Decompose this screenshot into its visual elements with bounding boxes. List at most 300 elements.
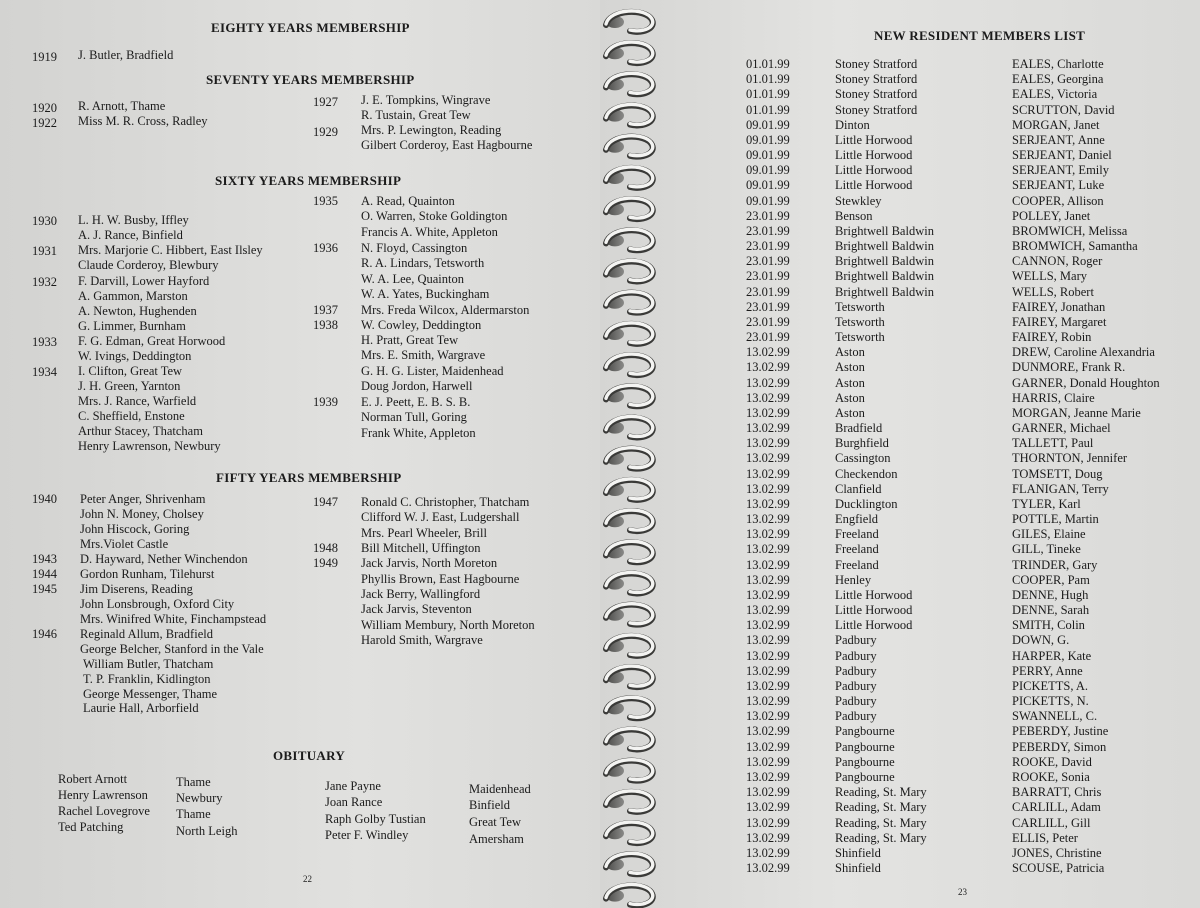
table-row bbox=[600, 755, 1200, 770]
spiral-coil bbox=[606, 136, 653, 157]
member-name: CARLILL, Adam bbox=[1012, 800, 1101, 815]
table-row bbox=[600, 391, 1200, 406]
page-number: 22 bbox=[303, 874, 312, 884]
member-place: Brightwell Baldwin bbox=[835, 269, 934, 284]
entry-name: Arthur Stacey, Thatcham bbox=[78, 424, 203, 438]
table-row bbox=[600, 558, 1200, 573]
entry-name: Jack Berry, Wallingford bbox=[361, 587, 481, 601]
member-date: 09.01.99 bbox=[746, 132, 790, 147]
spiral-coil bbox=[606, 104, 653, 125]
entry-name: J. Butler, Bradfield bbox=[78, 48, 174, 62]
entry-year: 1939 bbox=[313, 395, 338, 409]
member-place: Tetsworth bbox=[835, 314, 885, 329]
obituary-name: Ted Patching bbox=[58, 820, 124, 834]
table-row bbox=[600, 770, 1200, 785]
member-date: 13.02.99 bbox=[746, 800, 790, 815]
member-name: MORGAN, Jeanne Marie bbox=[1012, 405, 1141, 420]
spiral-coil bbox=[606, 791, 653, 812]
table-row bbox=[600, 421, 1200, 436]
entry-year: 1934 bbox=[32, 365, 57, 379]
member-place: Pangbourne bbox=[835, 754, 895, 769]
spiral-coil bbox=[606, 448, 653, 469]
entry-year: 1938 bbox=[313, 318, 338, 332]
member-date: 09.01.99 bbox=[746, 163, 790, 178]
member-date: 13.02.99 bbox=[746, 466, 790, 481]
member-place: Padbury bbox=[835, 709, 877, 724]
entry-name: John Hiscock, Goring bbox=[80, 522, 190, 536]
entry-name: W. A. Lee, Quainton bbox=[361, 272, 464, 286]
member-name: PEBERDY, Simon bbox=[1012, 739, 1107, 754]
member-name: CARLILL, Gill bbox=[1012, 815, 1091, 830]
table-row bbox=[600, 618, 1200, 633]
table-row bbox=[600, 376, 1200, 391]
member-name: HARRIS, Claire bbox=[1012, 390, 1095, 405]
member-place: Henley bbox=[835, 572, 872, 587]
member-name: TOMSETT, Doug bbox=[1012, 466, 1103, 481]
entry-year: 1940 bbox=[32, 492, 57, 506]
member-name: SMITH, Colin bbox=[1012, 618, 1085, 633]
table-row bbox=[600, 542, 1200, 557]
entry-name: Jack Jarvis, Steventon bbox=[361, 602, 472, 616]
entry-name: W. A. Yates, Buckingham bbox=[361, 287, 490, 301]
spiral-coil bbox=[606, 635, 653, 656]
table-row bbox=[600, 209, 1200, 224]
entry-name: Gilbert Corderoy, East Hagbourne bbox=[361, 138, 533, 152]
member-name: ROOKE, Sonia bbox=[1012, 769, 1090, 784]
table-row bbox=[600, 724, 1200, 739]
member-name: COOPER, Allison bbox=[1012, 193, 1104, 208]
entry-name: Peter Anger, Shrivenham bbox=[80, 492, 206, 506]
member-place: Engfield bbox=[835, 512, 879, 527]
member-place: Little Horwood bbox=[835, 148, 913, 163]
member-place: Stewkley bbox=[835, 193, 882, 208]
entry-name: N. Floyd, Cassington bbox=[361, 241, 468, 255]
member-date: 01.01.99 bbox=[746, 57, 790, 71]
table-row bbox=[600, 194, 1200, 209]
obituary-name: Henry Lawrenson bbox=[58, 788, 148, 802]
obituary-place: Great Tew bbox=[469, 815, 521, 829]
member-place: Pangbourne bbox=[835, 769, 895, 784]
member-name: WELLS, Robert bbox=[1012, 284, 1094, 299]
spiral-coil bbox=[606, 292, 653, 313]
member-date: 13.02.99 bbox=[746, 451, 790, 466]
member-name: BROMWICH, Melissa bbox=[1012, 223, 1128, 238]
member-place: Brightwell Baldwin bbox=[835, 223, 934, 238]
table-row bbox=[600, 224, 1200, 239]
member-date: 23.01.99 bbox=[746, 254, 790, 269]
entry-name: Mrs. Marjorie C. Hibbert, East Ilsley bbox=[78, 243, 263, 257]
member-place: Padbury bbox=[835, 663, 877, 678]
spiral-coil bbox=[606, 198, 653, 219]
member-date: 13.02.99 bbox=[746, 527, 790, 542]
member-date: 13.02.99 bbox=[746, 345, 790, 360]
member-place: Padbury bbox=[835, 633, 877, 648]
table-row bbox=[600, 679, 1200, 694]
table-row bbox=[600, 103, 1200, 118]
member-date: 13.02.99 bbox=[746, 739, 790, 754]
entry-year: 1946 bbox=[32, 627, 57, 641]
table-row bbox=[600, 406, 1200, 421]
table-row bbox=[600, 527, 1200, 542]
member-name: ELLIS, Peter bbox=[1012, 830, 1078, 845]
member-date: 13.02.99 bbox=[746, 678, 790, 693]
entry-name: Clifford W. J. East, Ludgershall bbox=[361, 510, 520, 524]
entry-year: 1947 bbox=[313, 495, 338, 509]
member-name: SWANNELL, C. bbox=[1012, 709, 1098, 724]
entry-name: Gordon Runham, Tilehurst bbox=[80, 567, 215, 581]
member-name: HARPER, Kate bbox=[1012, 648, 1092, 663]
entry-name: L. H. W. Busby, Iffley bbox=[78, 213, 189, 227]
member-date: 09.01.99 bbox=[746, 178, 790, 193]
member-place: Aston bbox=[835, 405, 865, 420]
entry-name: H. Pratt, Great Tew bbox=[361, 333, 459, 347]
entry-name: G. Limmer, Burnham bbox=[78, 319, 186, 333]
table-row bbox=[600, 315, 1200, 330]
table-row bbox=[600, 633, 1200, 648]
member-place: Clanfield bbox=[835, 481, 882, 496]
entry-name: Miss M. R. Cross, Radley bbox=[78, 114, 208, 128]
member-name: SERJEANT, Anne bbox=[1012, 132, 1105, 147]
obituary-place: Maidenhead bbox=[469, 782, 531, 796]
table-row bbox=[600, 573, 1200, 588]
entry-name: E. J. Peett, E. B. S. B. bbox=[361, 395, 471, 409]
entry-name: O. Warren, Stoke Goldington bbox=[361, 209, 508, 223]
table-row bbox=[600, 740, 1200, 755]
table-row bbox=[600, 512, 1200, 527]
table-row bbox=[600, 72, 1200, 87]
entry-name: Jim Diserens, Reading bbox=[80, 582, 193, 596]
member-place: Little Horwood bbox=[835, 132, 913, 147]
table-row bbox=[600, 148, 1200, 163]
member-date: 23.01.99 bbox=[746, 208, 790, 223]
member-name: DENNE, Hugh bbox=[1012, 587, 1089, 602]
member-place: Benson bbox=[835, 208, 873, 223]
obituary-place: Newbury bbox=[176, 791, 223, 805]
table-row bbox=[600, 816, 1200, 831]
member-place: Ducklington bbox=[835, 496, 898, 511]
member-date: 13.02.99 bbox=[746, 830, 790, 845]
entry-year: 1949 bbox=[313, 556, 338, 570]
member-date: 09.01.99 bbox=[746, 148, 790, 163]
entry-name: Phyllis Brown, East Hagbourne bbox=[361, 572, 520, 586]
table-row bbox=[600, 709, 1200, 724]
member-date: 13.02.99 bbox=[746, 375, 790, 390]
member-name: EALES, Charlotte bbox=[1012, 57, 1104, 71]
entry-year: 1935 bbox=[313, 194, 338, 208]
entry-name: T. P. Franklin, Kidlington bbox=[83, 672, 211, 686]
member-place: Brightwell Baldwin bbox=[835, 284, 934, 299]
member-date: 13.02.99 bbox=[746, 390, 790, 405]
member-place: Padbury bbox=[835, 648, 877, 663]
spiral-coil bbox=[606, 416, 653, 437]
entry-year: 1930 bbox=[32, 214, 57, 228]
entry-name: A. Read, Quainton bbox=[361, 194, 455, 208]
spiral-coil bbox=[606, 42, 653, 63]
table-row bbox=[600, 800, 1200, 815]
member-date: 13.02.99 bbox=[746, 861, 790, 875]
entry-name: D. Hayward, Nether Winchendon bbox=[80, 552, 248, 566]
member-name: SERJEANT, Daniel bbox=[1012, 148, 1112, 163]
member-place: Stoney Stratford bbox=[835, 57, 918, 71]
spiral-coil bbox=[606, 697, 653, 718]
member-name: DREW, Caroline Alexandria bbox=[1012, 345, 1155, 360]
member-name: PERRY, Anne bbox=[1012, 663, 1083, 678]
entry-name: Mrs. E. Smith, Wargrave bbox=[361, 348, 486, 362]
member-date: 13.02.99 bbox=[746, 405, 790, 420]
table-row bbox=[600, 269, 1200, 284]
table-row bbox=[600, 285, 1200, 300]
table-row bbox=[600, 649, 1200, 664]
member-date: 09.01.99 bbox=[746, 117, 790, 132]
member-date: 13.02.99 bbox=[746, 663, 790, 678]
member-place: Aston bbox=[835, 390, 865, 405]
spiral-coil bbox=[606, 822, 653, 843]
entry-name: John N. Money, Cholsey bbox=[80, 507, 204, 521]
member-place: Bradfield bbox=[835, 421, 883, 436]
table-row bbox=[600, 254, 1200, 269]
member-date: 13.02.99 bbox=[746, 754, 790, 769]
obituary-place: Amersham bbox=[469, 832, 524, 846]
entry-name: R. Arnott, Thame bbox=[78, 99, 166, 113]
entry-name: Bill Mitchell, Uffington bbox=[361, 541, 481, 555]
table-row bbox=[600, 694, 1200, 709]
member-place: Reading, St. Mary bbox=[835, 785, 927, 800]
member-date: 23.01.99 bbox=[746, 330, 790, 345]
member-date: 13.02.99 bbox=[746, 436, 790, 451]
member-name: MORGAN, Janet bbox=[1012, 117, 1100, 132]
member-place: Reading, St. Mary bbox=[835, 830, 927, 845]
member-date: 13.02.99 bbox=[746, 587, 790, 602]
member-name: SCRUTTON, David bbox=[1012, 102, 1115, 117]
spiral-coil bbox=[606, 572, 653, 593]
spiral-coil bbox=[606, 479, 653, 500]
spiral-coil bbox=[606, 260, 653, 281]
member-date: 13.02.99 bbox=[746, 421, 790, 436]
member-place: Little Horwood bbox=[835, 163, 913, 178]
entry-year: 1931 bbox=[32, 244, 57, 258]
member-name: DENNE, Sarah bbox=[1012, 603, 1090, 618]
table-row bbox=[600, 330, 1200, 345]
entry-name: R. Tustain, Great Tew bbox=[361, 108, 471, 122]
entry-name: W. Ivings, Deddington bbox=[78, 349, 192, 363]
entry-year: 1948 bbox=[313, 541, 338, 555]
member-name: ROOKE, David bbox=[1012, 754, 1092, 769]
table-row bbox=[600, 178, 1200, 193]
spiral-coil bbox=[606, 229, 653, 250]
entry-name: Doug Jordon, Harwell bbox=[361, 379, 473, 393]
member-name: DUNMORE, Frank R. bbox=[1012, 360, 1126, 375]
member-date: 13.02.99 bbox=[746, 769, 790, 784]
table-row bbox=[600, 239, 1200, 254]
member-name: EALES, Georgina bbox=[1012, 72, 1104, 87]
member-name: JONES, Christine bbox=[1012, 845, 1102, 860]
obituary-name: Joan Rance bbox=[325, 795, 383, 809]
member-place: Freeland bbox=[835, 527, 879, 542]
table-row bbox=[600, 57, 1200, 72]
spiral-coil bbox=[606, 728, 653, 749]
spiral-coil bbox=[606, 853, 653, 874]
entry-name: F. Darvill, Lower Hayford bbox=[78, 274, 210, 288]
entry-year: 1945 bbox=[32, 582, 57, 596]
member-name: FAIREY, Margaret bbox=[1012, 314, 1107, 329]
fifty-years-heading: FIFTY YEARS MEMBERSHIP bbox=[216, 470, 402, 485]
member-name: GARNER, Donald Houghton bbox=[1012, 375, 1160, 390]
member-date: 13.02.99 bbox=[746, 845, 790, 860]
member-date: 01.01.99 bbox=[746, 72, 790, 87]
entry-name: A. J. Rance, Binfield bbox=[78, 228, 183, 242]
member-place: Cassington bbox=[835, 451, 891, 466]
table-row bbox=[600, 436, 1200, 451]
member-date: 23.01.99 bbox=[746, 269, 790, 284]
member-date: 13.02.99 bbox=[746, 496, 790, 511]
entry-name: W. Cowley, Deddington bbox=[361, 318, 482, 332]
member-date: 13.02.99 bbox=[746, 481, 790, 496]
obituary-name: Raph Golby Tustian bbox=[325, 812, 426, 826]
member-name: PEBERDY, Justine bbox=[1012, 724, 1109, 739]
entry-year: 1943 bbox=[32, 552, 57, 566]
table-row bbox=[600, 861, 1200, 876]
entry-name: Mrs. J. Rance, Warfield bbox=[78, 394, 197, 408]
entry-name: Laurie Hall, Arborfield bbox=[83, 701, 199, 715]
spiral-binding bbox=[600, 0, 664, 908]
entry-year: 1936 bbox=[313, 241, 338, 255]
right-page bbox=[600, 0, 1200, 908]
member-name: BARRATT, Chris bbox=[1012, 785, 1102, 800]
member-place: Stoney Stratford bbox=[835, 72, 918, 87]
spiral-coil bbox=[606, 11, 653, 32]
table-row bbox=[600, 467, 1200, 482]
entry-name: J. E. Tompkins, Wingrave bbox=[361, 93, 491, 107]
entry-name: John Lonsbrough, Oxford City bbox=[80, 597, 235, 611]
member-name: WELLS, Mary bbox=[1012, 269, 1087, 284]
member-name: GILES, Elaine bbox=[1012, 527, 1086, 542]
entry-name: C. Sheffield, Enstone bbox=[78, 409, 185, 423]
spiral-coil bbox=[606, 354, 653, 375]
entry-name: Frank White, Appleton bbox=[361, 426, 476, 440]
member-name: EALES, Victoria bbox=[1012, 87, 1098, 102]
entry-name: Harold Smith, Wargrave bbox=[361, 633, 483, 647]
entry-name: Mrs. Pearl Wheeler, Brill bbox=[361, 526, 487, 540]
entry-name: Ronald C. Christopher, Thatcham bbox=[361, 495, 530, 509]
obituary-place: Thame bbox=[176, 775, 211, 789]
member-name: POLLEY, Janet bbox=[1012, 208, 1091, 223]
entry-name: A. Gammon, Marston bbox=[78, 289, 188, 303]
entry-name: Mrs. Freda Wilcox, Aldermarston bbox=[361, 303, 530, 317]
entry-name: Henry Lawrenson, Newbury bbox=[78, 439, 221, 453]
member-name: FAIREY, Jonathan bbox=[1012, 299, 1106, 314]
table-row bbox=[600, 300, 1200, 315]
entry-name: George Messenger, Thame bbox=[83, 687, 218, 701]
member-date: 23.01.99 bbox=[746, 299, 790, 314]
obituary-place: Binfield bbox=[469, 798, 510, 812]
member-date: 13.02.99 bbox=[746, 618, 790, 633]
spiral-coil bbox=[606, 666, 653, 687]
member-name: PICKETTS, A. bbox=[1012, 678, 1089, 693]
member-name: CANNON, Roger bbox=[1012, 254, 1103, 269]
member-place: Padbury bbox=[835, 678, 877, 693]
member-name: GILL, Tineke bbox=[1012, 542, 1081, 557]
entry-name: Norman Tull, Goring bbox=[361, 410, 467, 424]
member-date: 23.01.99 bbox=[746, 314, 790, 329]
obituary-name: Rachel Lovegrove bbox=[58, 804, 150, 818]
eighty-years-heading: EIGHTY YEARS MEMBERSHIP bbox=[211, 20, 410, 35]
member-place: Stoney Stratford bbox=[835, 102, 918, 117]
entry-name: Claude Corderoy, Blewbury bbox=[78, 258, 219, 272]
member-place: Stoney Stratford bbox=[835, 87, 918, 102]
spiral-coil bbox=[606, 385, 653, 406]
seventy-years-heading: SEVENTY YEARS MEMBERSHIP bbox=[206, 72, 415, 87]
spiral-coil bbox=[606, 884, 653, 905]
member-date: 13.02.99 bbox=[746, 633, 790, 648]
member-name: TRINDER, Gary bbox=[1012, 557, 1098, 572]
table-row bbox=[600, 785, 1200, 800]
spiral-coil bbox=[606, 510, 653, 531]
member-date: 13.02.99 bbox=[746, 709, 790, 724]
member-date: 13.02.99 bbox=[746, 542, 790, 557]
table-row bbox=[600, 846, 1200, 861]
entry-name: I. Clifton, Great Tew bbox=[78, 364, 183, 378]
member-place: Checkendon bbox=[835, 466, 898, 481]
member-name: SCOUSE, Patricia bbox=[1012, 861, 1105, 875]
entry-name: F. G. Edman, Great Horwood bbox=[78, 334, 226, 348]
member-date: 23.01.99 bbox=[746, 223, 790, 238]
entry-name: George Belcher, Stanford in the Vale bbox=[80, 642, 264, 656]
member-name: GARNER, Michael bbox=[1012, 421, 1111, 436]
spiral-coil bbox=[606, 541, 653, 562]
member-name: PICKETTS, N. bbox=[1012, 694, 1089, 709]
member-place: Freeland bbox=[835, 557, 879, 572]
member-date: 13.02.99 bbox=[746, 572, 790, 587]
member-name: DOWN, G. bbox=[1012, 633, 1070, 648]
entry-name: Reginald Allum, Bradfield bbox=[80, 627, 213, 641]
member-date: 13.02.99 bbox=[746, 815, 790, 830]
member-date: 01.01.99 bbox=[746, 102, 790, 117]
table-row bbox=[600, 451, 1200, 466]
member-name: COOPER, Pam bbox=[1012, 572, 1090, 587]
sixty-years-heading: SIXTY YEARS MEMBERSHIP bbox=[215, 173, 402, 188]
member-name: POTTLE, Martin bbox=[1012, 512, 1099, 527]
entry-year: 1933 bbox=[32, 335, 57, 349]
table-row bbox=[600, 118, 1200, 133]
entry-year: 1922 bbox=[32, 116, 57, 130]
member-name: SERJEANT, Luke bbox=[1012, 178, 1105, 193]
member-date: 23.01.99 bbox=[746, 239, 790, 254]
table-row bbox=[600, 87, 1200, 102]
entry-year: 1919 bbox=[32, 50, 57, 64]
obituary-name: Jane Payne bbox=[325, 779, 381, 793]
member-date: 01.01.99 bbox=[746, 87, 790, 102]
member-date: 13.02.99 bbox=[746, 724, 790, 739]
entry-year: 1929 bbox=[313, 125, 338, 139]
member-date: 13.02.99 bbox=[746, 360, 790, 375]
new-members-heading: NEW RESIDENT MEMBERS LIST bbox=[874, 28, 1086, 43]
table-row bbox=[600, 588, 1200, 603]
member-place: Little Horwood bbox=[835, 603, 913, 618]
table-row bbox=[600, 831, 1200, 846]
table-row bbox=[600, 603, 1200, 618]
entry-name: Jack Jarvis, North Moreton bbox=[361, 556, 498, 570]
obituary-name: Robert Arnott bbox=[58, 772, 128, 786]
member-place: Pangbourne bbox=[835, 739, 895, 754]
obituary-name: Peter F. Windley bbox=[325, 828, 409, 842]
spiral-coil bbox=[606, 604, 653, 625]
member-name: FLANIGAN, Terry bbox=[1012, 481, 1109, 496]
member-date: 09.01.99 bbox=[746, 193, 790, 208]
member-name: SERJEANT, Emily bbox=[1012, 163, 1109, 178]
table-row bbox=[600, 133, 1200, 148]
member-place: Reading, St. Mary bbox=[835, 800, 927, 815]
member-name: TALLETT, Paul bbox=[1012, 436, 1094, 451]
